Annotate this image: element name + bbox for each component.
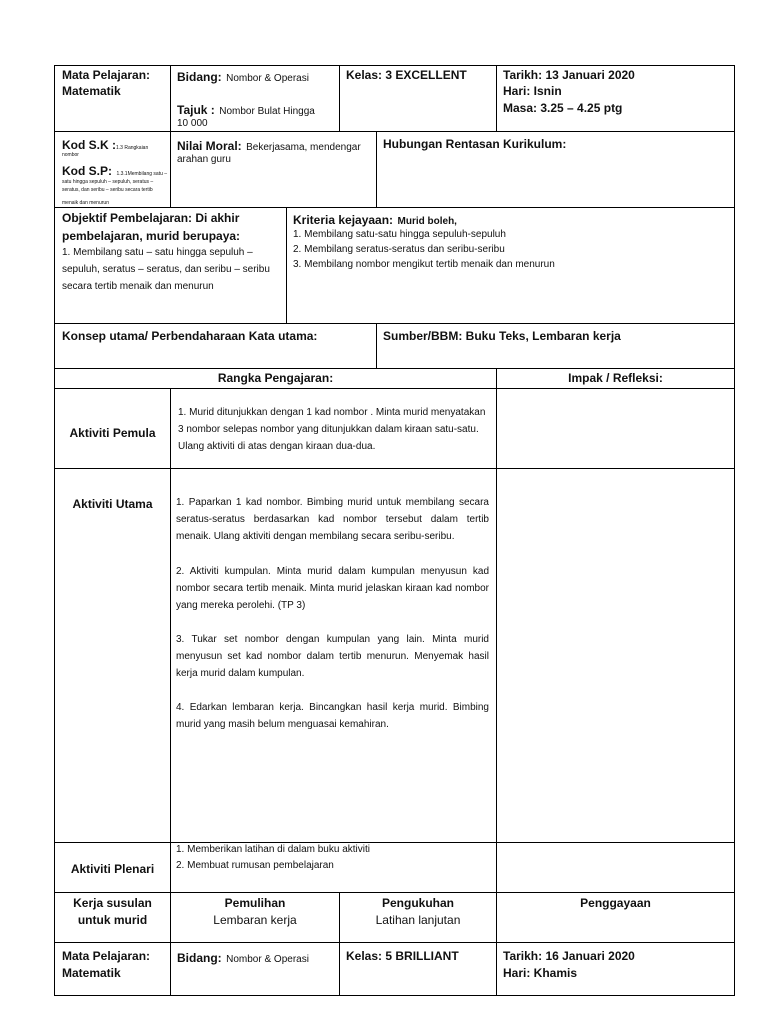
kod-sp-label: Kod S.P: <box>62 164 112 178</box>
impak-refleksi-header: Impak / Refleksi: <box>568 371 663 385</box>
bidang-value: Nombor & Operasi <box>226 73 309 84</box>
bidang-label-2: Bidang: <box>177 951 222 965</box>
rangka-pengajaran-header: Rangka Pengajaran: <box>217 371 334 385</box>
aktiviti-pemula-text: 1. Murid ditunjukkan dengan 1 kad nombor . Minta murid menyatakan 3 nombor selepas nombor yang ditunjukkan dalam kiraan satu-satu. Ulang aktiviti di atas dengan kiraan dua-dua. <box>178 407 486 452</box>
nilai-moral-label: Nilai Moral: <box>177 139 242 153</box>
sumber-bbm: Sumber/BBM: Buku Teks, Lembaran kerja <box>383 329 621 343</box>
mata-pelajaran-label: Mata Pelajaran: <box>62 68 151 82</box>
bidang-2 <box>177 949 309 967</box>
kerja-susulan-label-1: Kerja susulan <box>73 896 152 910</box>
kod-sp-line-4: menaik dan menurun <box>62 200 109 206</box>
kerja-susulan-label-2: untuk murid <box>77 913 148 927</box>
aktiviti-utama-paragraph-4: 4. Edarkan lembaran kerja. Bincangkan hasil kerja murid. Bimbing murid yang masih belum menguasai kemahiran. <box>176 702 489 730</box>
penggayaan-label: Penggayaan <box>580 896 651 910</box>
aktiviti-plenari-label: Aktiviti Plenari <box>70 862 155 876</box>
mata-pelajaran-value-2: Matematik <box>62 966 121 980</box>
tarikh: Tarikh: 13 Januari 2020 <box>503 68 635 82</box>
hari: Hari: Isnin <box>503 84 562 98</box>
kriteria-item-1: 1. Membilang satu-satu hingga sepuluh-sepuluh <box>293 229 506 240</box>
kod-sk-value: 1.3 Rangkaian <box>116 145 149 151</box>
tajuk <box>177 101 315 119</box>
kod-sp-line-3: seratus, dan seribu – seribu secara tertib <box>62 187 153 193</box>
hari-2: Hari: Khamis <box>503 966 578 980</box>
aktiviti-utama-label: Aktiviti Utama <box>72 497 153 511</box>
tajuk-value-2: 10 000 <box>177 118 208 129</box>
nilai-moral-value-2: arahan guru <box>177 154 231 165</box>
objektif-title-1: Objektif Pembelajaran: Di akhir <box>62 211 240 225</box>
konsep-utama: Konsep utama/ Perbendaharaan Kata utama: <box>62 329 318 343</box>
kod-sk-label: Kod S.K : <box>62 138 116 152</box>
kelas: Kelas: 3 EXCELLENT <box>346 68 467 82</box>
kod-sp-line-2: satu hingga sepuluh – sepuluh, seratus – <box>62 179 154 185</box>
hubungan-rentasan: Hubungan Rentasan Kurikulum: <box>383 137 567 151</box>
plenari-item-1: 1. Memberikan latihan di dalam buku aktiviti <box>176 844 370 855</box>
aktiviti-utama-paragraph-2: 2. Aktiviti kumpulan. Minta murid dalam kumpulan menyusun kad nombor secara tertib menaik. Minta murid jelaskan kiraan kad nombor yang mereka perolehi. (TP 3) <box>176 566 489 611</box>
bidang <box>177 68 309 86</box>
pemulihan-label: Pemulihan <box>224 896 286 910</box>
kod-sp-line-1: 1.3.1Membilang satu – <box>116 171 168 177</box>
pengukuhan-value: Latihan lanjutan <box>375 913 461 927</box>
masa: Masa: 3.25 – 4.25 ptg <box>503 101 623 115</box>
nilai-moral <box>177 137 361 155</box>
kriteria-item-2: 2. Membilang seratus-seratus dan seribu-seribu <box>293 244 505 255</box>
kelas-2: Kelas: 5 BRILLIANT <box>346 949 459 963</box>
objektif-title-2: pembelajaran, murid berupaya: <box>62 229 241 243</box>
bidang-value-2: Nombor & Operasi <box>226 954 309 965</box>
nilai-moral-value: Bekerjasama, mendengar <box>246 142 361 153</box>
mata-pelajaran-label-2: Mata Pelajaran: <box>62 949 151 963</box>
tarikh-2: Tarikh: 16 Januari 2020 <box>503 949 635 963</box>
kriteria-item-3: 3. Membilang nombor mengikut tertib menaik dan menurun <box>293 259 555 270</box>
mata-pelajaran-value: Matematik <box>62 84 121 98</box>
kriteria-title-suffix: Murid boleh, <box>397 216 457 227</box>
kod-sk-value-2: nombor <box>62 152 79 158</box>
objektif-body: 1. Membilang satu – satu hingga sepuluh – sepuluh, seratus – seratus, dan seribu – seribu secara tertib menaik dan menurun <box>62 247 270 292</box>
pemulihan-value: Lembaran kerja <box>213 913 297 927</box>
aktiviti-utama-paragraph-1: 1. Paparkan 1 kad nombor. Bimbing murid untuk membilang secara seratus-seratus berdasarkan kad nombor tersebut dalam tertib menaik. Ulang aktiviti dengan membilang secara seribu-seribu. <box>176 497 489 542</box>
aktiviti-pemula-label: Aktiviti Pemula <box>69 426 156 440</box>
kriteria-kejayaan <box>293 211 457 229</box>
tajuk-value: Nombor Bulat Hingga <box>219 106 315 117</box>
plenari-item-2: 2. Membuat rumusan pembelajaran <box>176 860 334 871</box>
kriteria-title: Kriteria kejayaan: <box>293 213 394 227</box>
pengukuhan-label: Pengukuhan <box>381 896 454 910</box>
tajuk-label: Tajuk : <box>177 103 215 117</box>
aktiviti-utama-paragraph-3: 3. Tukar set nombor dengan kumpulan yang lain. Minta murid menyusun set kad nombor dalam tertib menurun. Menyemak hasil kerja murid dalam kumpulan. <box>176 634 489 679</box>
bidang-label: Bidang: <box>177 70 222 84</box>
